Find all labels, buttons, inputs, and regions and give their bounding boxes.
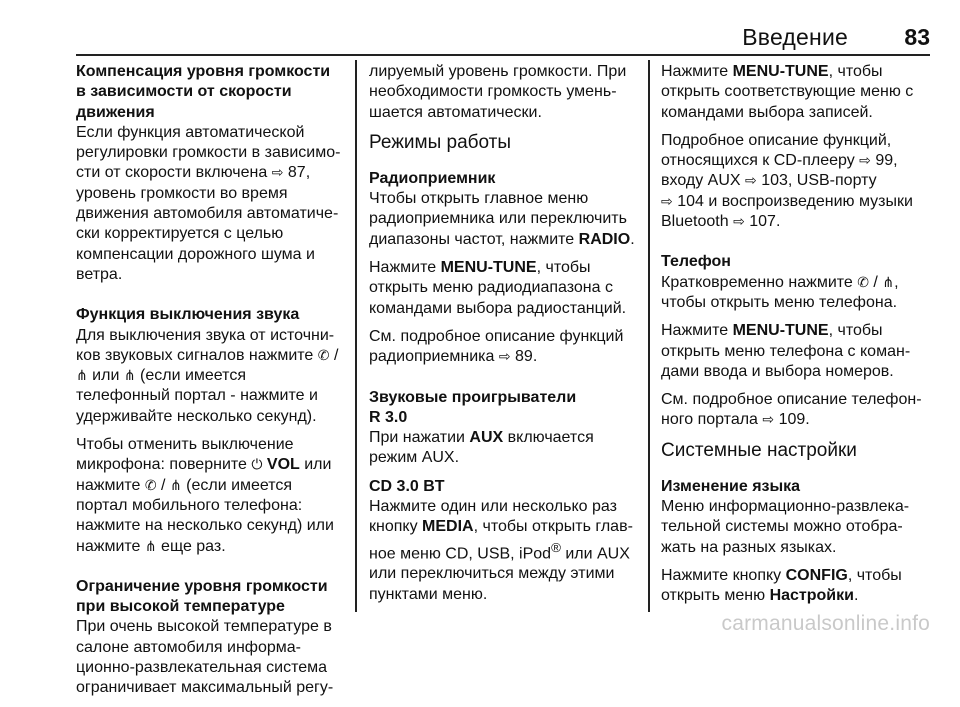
page-ref[interactable]: 109 [778, 411, 806, 429]
paragraph-phone-ref: См. подробное описание телефон-ного портала ⇨ 109. [661, 391, 922, 429]
heading-mute: Функция выключения звука [76, 306, 300, 324]
page-ref-arrow-icon: ⇨ [762, 412, 775, 429]
page-ref[interactable]: 104 [677, 192, 704, 210]
page-title: Введение [742, 24, 848, 50]
page-ref-arrow-icon: ⇨ [498, 349, 511, 366]
paragraph-aux: При нажатии AUX включается режим AUX. [369, 429, 594, 467]
mic-mute-icon: ⋔ [76, 368, 88, 385]
column-3 [661, 62, 931, 615]
heading-radio: Радиоприемник [369, 169, 496, 187]
page-ref[interactable]: 99 [875, 152, 894, 170]
heading-language: Изменение языка [661, 477, 801, 495]
mic-mute-icon: ⋔ [123, 368, 136, 385]
page-ref-arrow-icon: ⇨ [745, 173, 757, 190]
paragraph-phone-menu: Нажмите MENU-TUNE, чтобы открыть меню телефона с коман-дами ввода и выбора номеров. [661, 322, 911, 380]
aux-button-label: AUX [469, 429, 504, 447]
page-ref-arrow-icon: ⇨ [271, 165, 284, 182]
menu-tune-label: MENU-TUNE [732, 322, 829, 340]
paragraph-player-refs: Подробное описание функций, относящихся к CD-плееру ⇨ 99, входу AUX ⇨ 103, USB-порту ⇨ 104 и воспроизведению музыки Bluetooth ⇨ 107. [661, 131, 913, 231]
phone-icon: ✆ [317, 347, 330, 364]
page-ref[interactable]: 87 [287, 164, 306, 182]
page-ref-arrow-icon: ⇨ [733, 214, 745, 231]
heading-audio-players: Звуковые проигрыватели [369, 388, 577, 406]
page-ref-arrow-icon: ⇨ [661, 193, 673, 210]
paragraph-track-menu: Нажмите MENU-TUNE, чтобы открыть соответствующие меню с командами выбора записей. [661, 63, 914, 121]
settings-menu-label: Настройки [769, 587, 854, 605]
paragraph-unmute: Чтобы отменить выключение микрофона: поверните ⏻ VOL или нажмите ✆ / ⋔ (если имеется портал мобильного телефона: нажмите на несколько секунд) или нажмите ⋔ еще раз. [76, 436, 334, 555]
heading-cd30bt: CD 3.0 BT [369, 477, 445, 495]
power-icon: ⏻ [251, 457, 263, 474]
media-button-label: MEDIA [422, 518, 474, 536]
column-1 [76, 62, 344, 707]
column-divider-2 [648, 60, 650, 612]
paragraph-continued: лируемый уровень громкости. При необходимости громкость умень-шается автоматически. [369, 63, 627, 121]
paragraph-temperature-limit: При очень высокой температуре в салоне автомобиля информа-ционно-развлекательная система ограничивает максимальный регу- [76, 618, 334, 697]
registered-mark: ® [551, 539, 561, 555]
config-button-label: CONFIG [785, 566, 848, 584]
heading-phone: Телефон [661, 253, 731, 271]
heading-r30: R 3.0 [369, 408, 408, 426]
mic-mute-icon: ⋔ [169, 477, 182, 494]
vol-knob-label: VOL [266, 456, 300, 474]
header-rule [76, 54, 930, 56]
paragraph-media: Нажмите один или несколько раз кнопку MEDIA, чтобы открыть глав-ное меню CD, USB, iPod® или AUX или переключиться между этими пунктами меню. [369, 498, 633, 603]
mic-mute-icon: ⋔ [882, 274, 895, 291]
section-system-settings: Системные настройки [661, 439, 857, 461]
phone-icon: ✆ [144, 477, 157, 494]
page-ref-arrow-icon: ⇨ [859, 153, 871, 170]
page-header [76, 22, 930, 50]
radio-button-label: RADIO [578, 230, 631, 248]
heading-temperature-limit: Ограничение уровня громкости при высокой температуре [76, 577, 328, 616]
watermark: carmanualsonline.info [721, 612, 930, 635]
page-ref[interactable]: 103 [761, 172, 788, 190]
paragraph-radio-menu: Нажмите MENU-TUNE, чтобы открыть меню радиодиапазона с командами выбора радиостанций. [369, 259, 627, 317]
paragraph-radio: Чтобы открыть главное меню радиоприемника или переключить диапазоны частот, нажмите RADIO. [369, 190, 635, 248]
page-ref[interactable]: 107 [749, 213, 776, 231]
paragraph-phone: Кратковременно нажмите ✆ / ⋔, чтобы открыть меню телефона. [661, 273, 899, 311]
phone-icon: ✆ [857, 274, 869, 291]
section-operating-modes: Режимы работы [369, 131, 512, 153]
page-number: 83 [904, 24, 930, 50]
paragraph-config: Нажмите кнопку CONFIG, чтобы открыть меню Настройки. [661, 566, 902, 605]
paragraph-language: Меню информационно-развлека-тельной системы можно отобра-жать на разных языках. [661, 498, 910, 556]
mic-mute-icon: ⋔ [144, 538, 157, 555]
paragraph-speed-volume: Если функция автоматической регулировки громкости в зависимо-сти от скорости включена ⇨ 87, уровень громкости во время движения автомобиля автоматиче-ски корректируется с целью компенсации дорожного шума и ветра. [76, 123, 341, 283]
paragraph-mute: Для выключения звука от источни-ков звуковых сигналов нажмите ✆ / ⋔ или ⋔ (если имеется телефонный портал - нажмите и удерживайте несколько секунд). [76, 326, 339, 425]
column-2 [369, 62, 639, 613]
heading-speed-volume: Компенсация уровня громкости в зависимости от скорости движения [76, 63, 331, 121]
page-ref[interactable]: 89 [515, 348, 533, 366]
menu-tune-label: MENU-TUNE [732, 63, 829, 80]
menu-tune-label: MENU-TUNE [440, 259, 537, 277]
paragraph-radio-ref: См. подробное описание функций радиоприемника ⇨ 89. [369, 327, 624, 366]
column-divider-1 [355, 60, 357, 612]
